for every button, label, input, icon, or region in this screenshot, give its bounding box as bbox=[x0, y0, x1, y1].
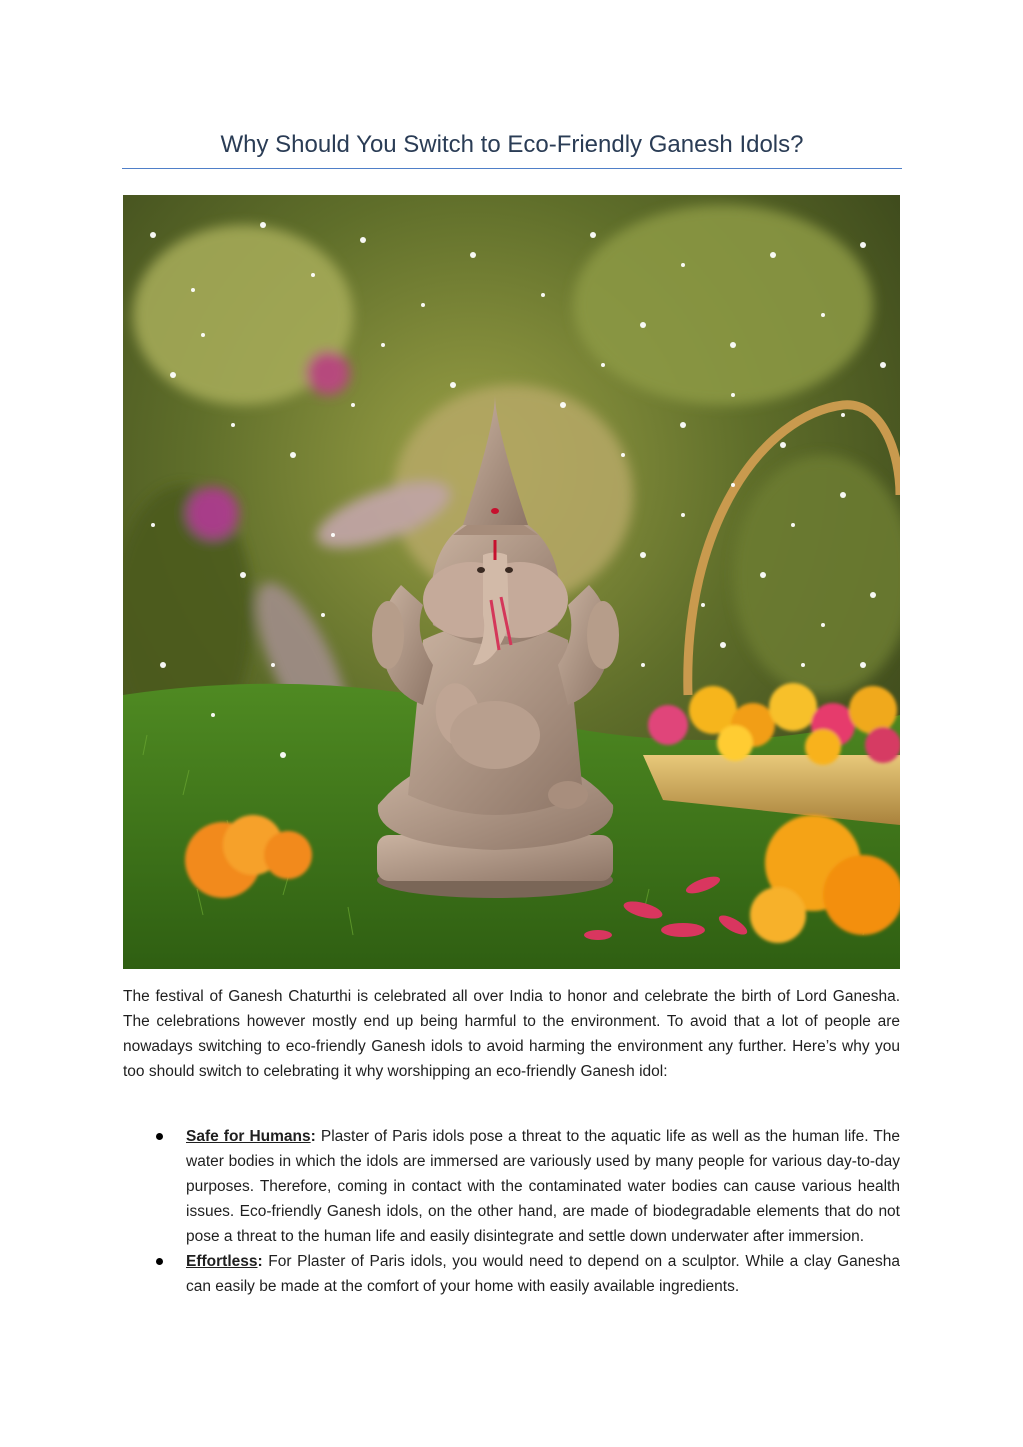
list-item bbox=[123, 1124, 900, 1249]
list-item bbox=[123, 1249, 900, 1299]
benefits-list bbox=[123, 1124, 900, 1299]
ganesh-idol-photo bbox=[123, 195, 900, 969]
bullet-icon bbox=[156, 1258, 163, 1265]
bullet-term: Effortless bbox=[186, 1253, 258, 1270]
bullet-icon bbox=[156, 1133, 163, 1140]
title-underline bbox=[122, 168, 902, 169]
bullet-colon: : bbox=[310, 1128, 316, 1145]
bullet-term: Safe for Humans bbox=[186, 1128, 311, 1145]
bullet-text: Plaster of Paris idols pose a threat to the aquatic life as well as the human life. The water bodies in which the idols are immersed are variously used by many people for various day-to-day purposes. Therefore, coming in contact with the contaminated water bodies can cause various health issues. Eco-friendly Ganesh idols, on the other hand, are made of biodegradable elements that do not pose a threat to the human life and easily disintegrate and settle down underwater after immersion. bbox=[186, 1128, 900, 1245]
bullet-colon: : bbox=[257, 1253, 263, 1270]
intro-paragraph: The festival of Ganesh Chaturthi is celebrated all over India to honor and celebrate the birth of Lord Ganesha. The celebrations however mostly end up being harmful to the environment. To avoid that a lot of people are nowadays switching to eco-friendly Ganesh idols to avoid harming the environment any further. Here’s why you too should switch to celebrating it why worshipping an eco-friendly Ganesh idol: bbox=[123, 988, 900, 1080]
bullet-text: For Plaster of Paris idols, you would need to depend on a sculptor. While a clay Ganesha can easily be made at the comfort of your home with easily available ingredients. bbox=[186, 1253, 900, 1295]
page-title: Why Should You Switch to Eco-Friendly Ganesh Idols? bbox=[220, 131, 804, 158]
